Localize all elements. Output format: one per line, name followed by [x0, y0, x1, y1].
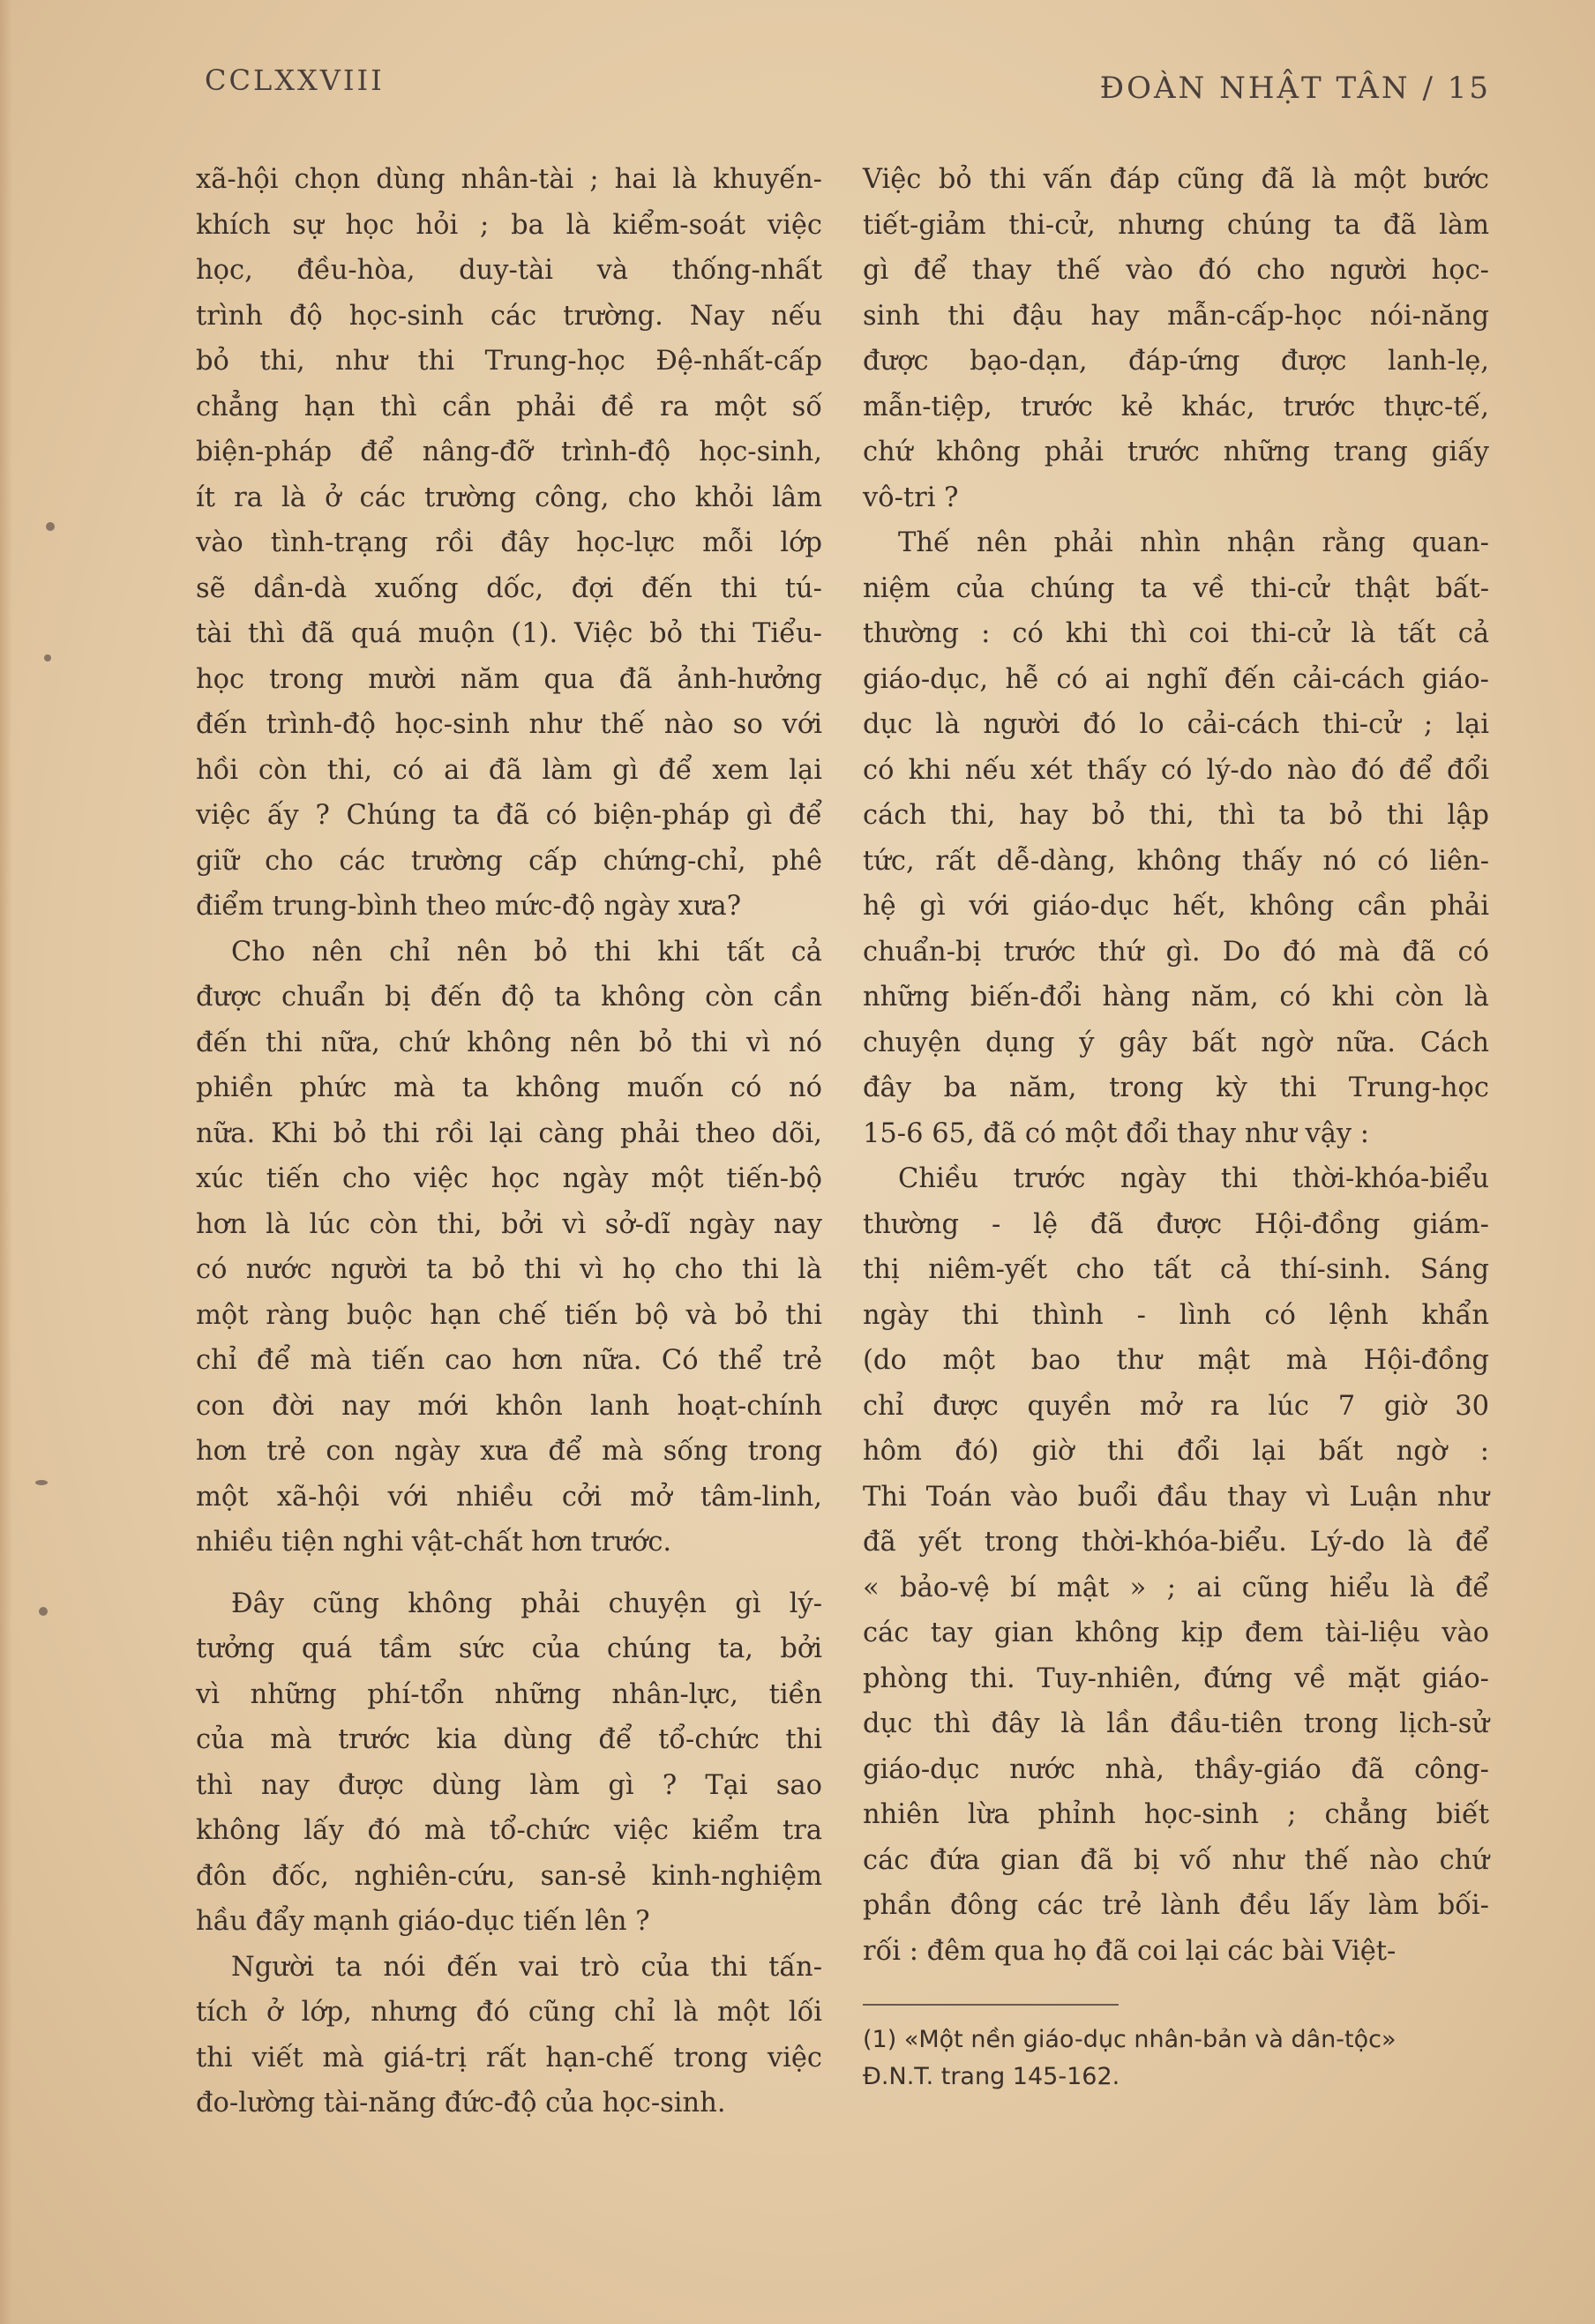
- footnote-line-2: Đ.N.T. trang 145-162.: [863, 2063, 1120, 2090]
- text-line: chuyện dụng ý gây bất ngờ nữa. Cách: [863, 1027, 1489, 1058]
- text-line: bỏ thi, như thi Trung-học Đệ-nhất-cấp: [196, 346, 822, 377]
- text-line: phòng thi. Tuy-nhiên, đứng về mặt giáo-: [863, 1663, 1489, 1694]
- text-line: không lấy đó mà tổ-chức việc kiểm tra: [196, 1815, 822, 1846]
- text-line: vào tình-trạng rồi đây học-lực mỗi lớp: [196, 527, 822, 558]
- footnote-divider: [863, 2004, 1119, 2006]
- text-line: rối : đêm qua họ đã coi lại các bài Việt-: [863, 1935, 1397, 1967]
- text-line: vì những phí-tổn những nhân-lực, tiền: [196, 1678, 822, 1710]
- text-line: chỉ được quyền mở ra lúc 7 giờ 30: [863, 1390, 1489, 1422]
- text-line: tiết-giảm thi-cử, nhưng chúng ta đã làm: [863, 209, 1489, 241]
- text-line: các đứa gian đã bị vố như thế nào chứ: [863, 1844, 1489, 1876]
- text-line: học, đều-hòa, duy-tài và thống-nhất: [196, 255, 822, 286]
- text-line: đo-lường tài-năng đức-độ của học-sinh.: [196, 2088, 726, 2119]
- text-line: chứ không phải trước những trang giấy: [863, 437, 1489, 467]
- text-line: Thi Toán vào buổi đầu thay vì Luận như: [863, 1481, 1489, 1513]
- text-line: nhiều tiện nghi vật-chất hơn trước.: [196, 1527, 672, 1558]
- page-edge-shadow: [0, 0, 12, 2324]
- paragraph: [196, 1945, 822, 2126]
- text-line: thì nay được dùng làm gì ? Tại sao: [196, 1769, 822, 1801]
- paragraph: [196, 1581, 822, 1945]
- text-line: hồi còn thi, có ai đã làm gì để xem lại: [196, 754, 822, 786]
- text-line: 15-6 65, đã có một đổi thay như vậy :: [863, 1117, 1370, 1149]
- text-line: nhiên lừa phỉnh học-sinh ; chẳng biết: [863, 1799, 1489, 1830]
- margin-speck: [39, 1607, 48, 1616]
- text-line: một ràng buộc hạn chế tiến bộ và bỏ thi: [196, 1299, 822, 1331]
- text-line: trình độ học-sinh các trường. Nay nếu: [196, 300, 822, 332]
- text-line: vô-tri ?: [863, 482, 959, 513]
- footnote: [863, 2021, 1489, 2096]
- text-line: xã-hội chọn dùng nhân-tài ; hai là khuyến-: [196, 164, 822, 195]
- page-header-author-page: ĐOÀN NHẬT TÂN / 15: [1099, 71, 1491, 106]
- text-line: Thế nên phải nhìn nhận rằng quan-: [898, 527, 1489, 558]
- page-header-roman-numeral: CCLXXVIII: [205, 64, 385, 97]
- text-line: thi viết mà giá-trị rất hạn-chế trong việc: [196, 2042, 822, 2074]
- text-line: được chuẩn bị đến độ ta không còn cần: [196, 982, 822, 1013]
- text-line: đã yết trong thời-khóa-biểu. Lý-do là để: [863, 1527, 1489, 1558]
- text-line: niệm của chúng ta về thi-cử thật bất-: [863, 572, 1489, 604]
- text-line: thường - lệ đã được Hội-đồng giám-: [863, 1208, 1489, 1240]
- text-line: dục thì đây là lần đầu-tiên trong lịch-sử: [863, 1708, 1489, 1739]
- text-line: các tay gian không kịp đem tài-liệu vào: [863, 1618, 1489, 1648]
- text-line: một xã-hội với nhiều cởi mở tâm-linh,: [196, 1481, 822, 1513]
- text-line: giáo-dục, hễ có ai nghĩ đến cải-cách giáo-: [863, 663, 1489, 695]
- paragraph: [863, 520, 1489, 1156]
- text-line: dục là người đó lo cải-cách thi-cử ; lại: [863, 709, 1489, 740]
- text-line: điểm trung-bình theo mức-độ ngày xưa?: [196, 891, 742, 922]
- text-line: khích sự học hỏi ; ba là kiểm-soát việc: [196, 209, 822, 241]
- text-line: « bảo-vệ bí mật » ; ai cũng hiểu là để: [863, 1572, 1489, 1603]
- text-line: của mà trước kia dùng để tổ-chức thi: [196, 1724, 822, 1755]
- text-line: được bạo-dạn, đáp-ứng được lanh-lẹ,: [863, 346, 1489, 377]
- text-line: hơn trẻ con ngày xưa để mà sống trong: [196, 1436, 822, 1467]
- text-line: giáo-dục nước nhà, thầy-giáo đã công-: [863, 1753, 1489, 1785]
- text-line: những biến-đổi hàng năm, có khi còn là: [863, 982, 1489, 1013]
- text-line: đến thi nữa, chứ không nên bỏ thi vì nó: [196, 1027, 822, 1058]
- right-text-column: [863, 157, 1489, 1974]
- text-line: hệ gì với giáo-dục hết, không cần phải: [863, 891, 1489, 922]
- text-line: đến trình-độ học-sinh như thế nào so với: [196, 709, 822, 740]
- text-line: thường : có khi thì coi thi-cử là tất cả: [863, 618, 1489, 649]
- paragraph: [196, 930, 822, 1566]
- text-line: con đời nay mới khôn lanh hoạt-chính: [196, 1390, 822, 1422]
- footnote-line-1: (1) «Một nền giáo-dục nhân-bản và dân-tộc»: [863, 2026, 1397, 2053]
- text-line: tức, rất dễ-dàng, không thấy nó có liên-: [863, 845, 1489, 877]
- text-line: có nước người ta bỏ thi vì họ cho thi là: [196, 1254, 822, 1285]
- margin-speck: [44, 654, 51, 661]
- margin-speck: [35, 1480, 48, 1485]
- text-line: tưởng quá tầm sức của chúng ta, bởi: [196, 1633, 822, 1664]
- text-line: việc ấy ? Chúng ta đã có biện-pháp gì để: [196, 800, 822, 831]
- margin-speck: [46, 522, 55, 531]
- text-line: có khi nếu xét thấy có lý-do nào đó để đổi: [863, 754, 1489, 786]
- text-line: sẽ dần-dà xuống dốc, đợi đến thi tú-: [196, 572, 822, 604]
- text-line: hầu đẩy mạnh giáo-dục tiến lên ?: [196, 1906, 650, 1937]
- text-line: thị niêm-yết cho tất cả thí-sinh. Sáng: [863, 1254, 1489, 1285]
- paragraph: [863, 157, 1489, 520]
- text-line: gì để thay thế vào đó cho người học-: [863, 255, 1489, 286]
- text-line: chuẩn-bị trước thứ gì. Do đó mà đã có: [863, 936, 1489, 968]
- text-line: phần đông các trẻ lành đều lấy làm bối-: [863, 1890, 1489, 1921]
- text-line: Đây cũng không phải chuyện gì lý-: [231, 1588, 822, 1619]
- text-line: (do một bao thư mật mà Hội-đồng: [863, 1345, 1489, 1376]
- text-line: Cho nên chỉ nên bỏ thi khi tất cả: [231, 936, 822, 968]
- text-line: nữa. Khi bỏ thi rồi lại càng phải theo dõi,: [196, 1117, 822, 1149]
- text-line: Người ta nói đến vai trò của thi tấn-: [231, 1951, 822, 1983]
- text-line: hôm đó) giờ thi đổi lại bất ngờ :: [863, 1436, 1489, 1467]
- text-line: hơn là lúc còn thi, bởi vì sở-dĩ ngày nay: [196, 1208, 822, 1240]
- text-line: đôn đốc, nghiên-cứu, san-sẻ kinh-nghiệm: [196, 1860, 822, 1892]
- text-line: Chiều trước ngày thi thời-khóa-biểu: [898, 1163, 1489, 1194]
- text-line: học trong mười năm qua đã ảnh-hưởng: [196, 663, 822, 695]
- text-line: phiền phức mà ta không muốn có nó: [196, 1072, 822, 1103]
- paragraph: [863, 1156, 1489, 1974]
- text-line: biện-pháp để nâng-đỡ trình-độ học-sinh,: [196, 437, 822, 467]
- text-line: giữ cho các trường cấp chứng-chỉ, phê: [196, 845, 822, 877]
- text-line: tài thì đã quá muộn (1). Việc bỏ thi Tiểu-: [196, 618, 822, 649]
- left-text-column: [196, 157, 822, 2126]
- text-line: chỉ để mà tiến cao hơn nữa. Có thể trẻ: [196, 1345, 822, 1376]
- text-line: đây ba năm, trong kỳ thi Trung-học: [863, 1072, 1489, 1103]
- text-line: xúc tiến cho việc học ngày một tiến-bộ: [196, 1163, 822, 1194]
- text-line: ít ra là ở các trường công, cho khỏi lâm: [196, 482, 822, 513]
- text-line: sinh thi đậu hay mẫn-cấp-học nói-năng: [863, 300, 1489, 332]
- paragraph: [196, 157, 822, 930]
- text-line: ngày thi thình - lình có lệnh khẩn: [863, 1299, 1489, 1331]
- text-line: Việc bỏ thi vấn đáp cũng đã là một bước: [863, 164, 1489, 195]
- text-line: tích ở lớp, nhưng đó cũng chỉ là một lối: [196, 1997, 822, 2028]
- text-line: cách thi, hay bỏ thi, thì ta bỏ thi lập: [863, 800, 1489, 831]
- text-line: chẳng hạn thì cần phải đề ra một số: [196, 391, 822, 422]
- text-line: mẫn-tiệp, trước kẻ khác, trước thực-tế,: [863, 391, 1489, 422]
